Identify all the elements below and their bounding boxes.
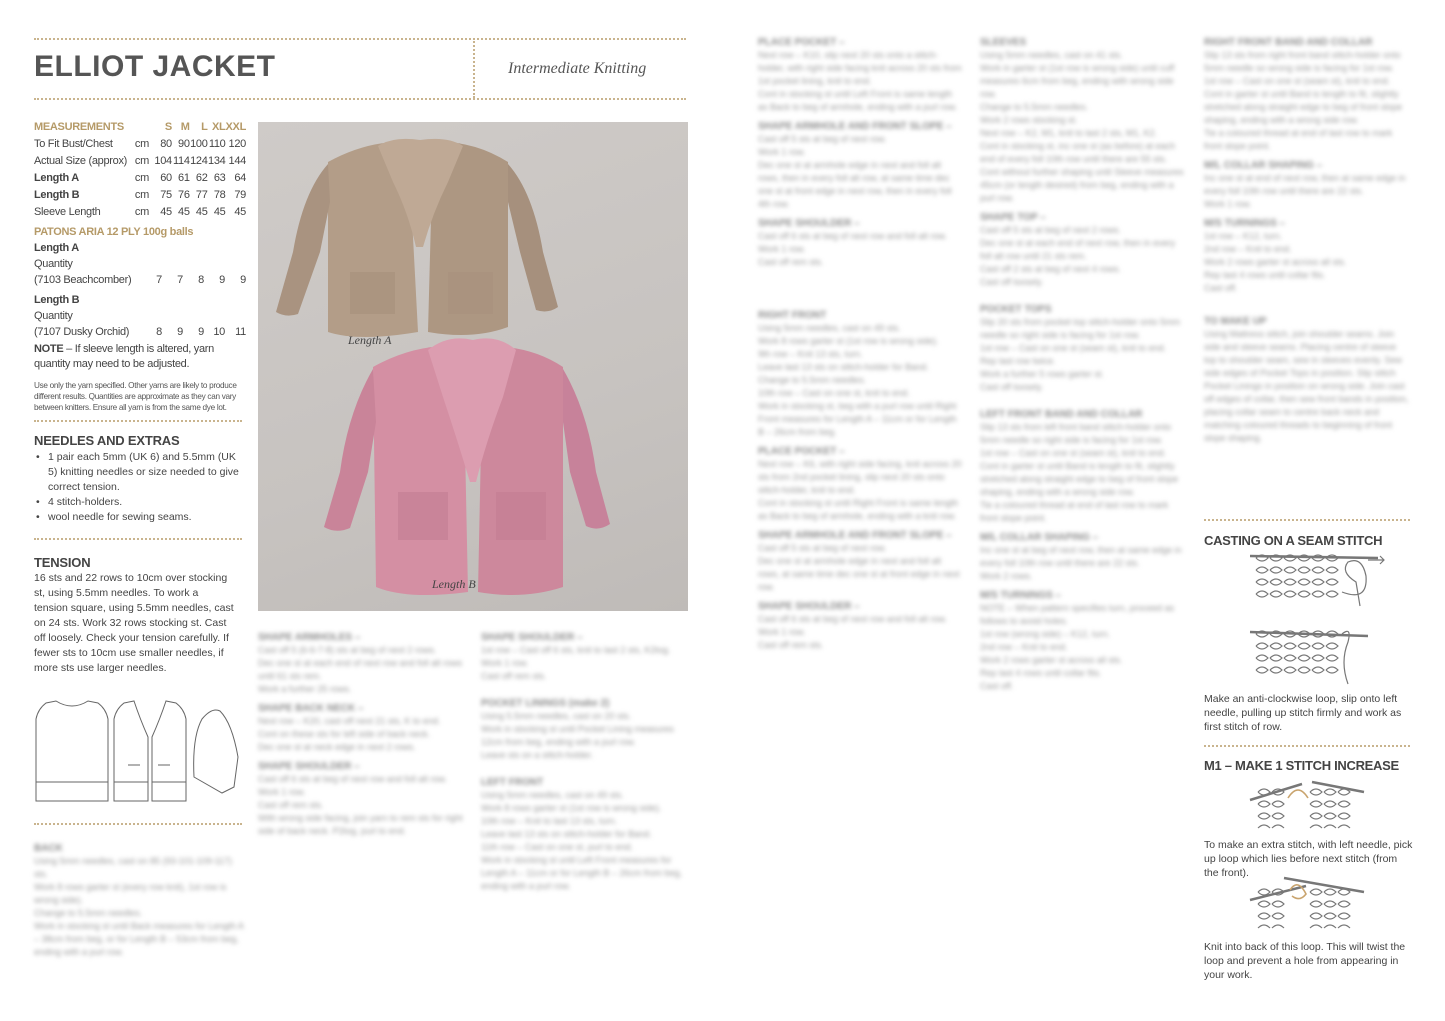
needles-heading: NEEDLES AND EXTRAS [34, 433, 180, 448]
blurred-text: Work 1 row. [481, 658, 529, 668]
measurement-row [34, 152, 246, 169]
loop-yarn [1342, 561, 1366, 606]
blurred-make-up-section [1204, 30, 1409, 510]
size-header: S [164, 120, 172, 133]
blurred-text: Rep last row twice. [980, 356, 1056, 366]
blurred-text: 11th row – Cast on one st, purl to end. [481, 842, 633, 852]
blurred-text: Cast off 6 sts at beg of next row and foll alt row. [758, 231, 947, 241]
measurement-value: 45 [213, 205, 226, 218]
blurred-text: Work a further 25 rows. [258, 684, 352, 694]
blurred-text: Cont on these sts for left side of back neck. [258, 729, 431, 739]
size-header: M [180, 120, 190, 133]
page-title: ELLIOT JACKET [34, 50, 276, 83]
blurred-text: Dec one st at armhole edge in next and foll alt rows, at same time dec one st at front edge in next row. [758, 556, 960, 592]
measurement-row [34, 135, 246, 152]
blurred-heading: SHAPE SHOULDER – [758, 218, 860, 229]
measurement-value: 45 [160, 205, 172, 218]
needles-list [34, 450, 249, 525]
blurred-heading: SHAPE SHOULDER – [258, 761, 360, 772]
blurred-shoulder-section [481, 625, 686, 893]
blurred-text: Work 2 rows garter st across all sts. [980, 655, 1123, 665]
blurred-text: Cast off loosely. [980, 382, 1044, 392]
blurred-text: 1st row – Cast on one st (seam st), knit to end. [980, 448, 1167, 458]
blurred-text: Next row – K2, M1, knit to last 2 sts, M1, K2. [980, 128, 1158, 138]
measurement-value: 63 [213, 171, 226, 184]
measurement-value: 114 [173, 154, 190, 167]
blurred-heading: M/L COLLAR SHAPING – [1204, 160, 1323, 171]
measurement-value: 144 [228, 154, 246, 167]
measurement-row [34, 203, 246, 220]
measurement-value: 62 [195, 171, 208, 184]
beige-jacket [276, 139, 558, 337]
blurred-text: Rep last 4 rows until collar fits. [980, 668, 1102, 678]
blurred-text: Next row – K20, cast off next 21 sts, K to end. [258, 716, 441, 726]
pink-jacket [324, 338, 610, 595]
blurred-text: Next row – K6, with right side facing, knit across 20 sts from 2nd pocket lining, slip next 20 sts onto stitch-holder, knit to end. [758, 459, 962, 495]
blurred-heading: SHAPE ARMHOLE AND FRONT SLOPE – [758, 121, 952, 132]
blurred-text: Dec one st at neck edge in next 2 rows. [258, 742, 416, 752]
measurement-value: 79 [234, 188, 246, 201]
needles-item: • 4 stitch-holders. [34, 495, 249, 510]
blurred-text: Work in garter st (1st row is wrong side) until cuff measures 6cm from beg, ending with wrong side row. [980, 63, 1175, 99]
yarn-qty-value: 9 [219, 274, 225, 286]
section-rule [34, 420, 242, 422]
blurred-heading: M/S TURNINGS – [980, 590, 1062, 601]
measurement-value: 120 [228, 137, 246, 150]
blurred-text: Cast off. [980, 681, 1014, 691]
measurement-value: 77 [195, 188, 208, 201]
blurred-text: 1st row – Cast on one st (seam st), knit to end. [1204, 76, 1391, 86]
blurred-heading: PLACE POCKET – [758, 37, 845, 48]
blurred-text: Cont in garter st until Band is length to fit, slightly stretched along straight edge to beg of front slope shaping, ending with a wrong side row. [1204, 89, 1403, 125]
blurred-text: Work 2 rows garter st across all sts. [1204, 257, 1347, 267]
yarn-qty-row [34, 272, 246, 288]
blurred-text: Cast off rem sts. [758, 640, 824, 650]
blurred-heading: POCKET TOPS [980, 304, 1052, 315]
jacket-illustration [258, 122, 688, 611]
back-piece [36, 701, 108, 801]
blurred-text: Work 1 row. [758, 627, 806, 637]
measurement-unit: cm [134, 171, 149, 184]
blurred-text: With wrong side facing, join yarn to rem sts for right side of back neck. P2tog, purl to end. [258, 813, 463, 836]
blurred-heading: POCKET LININGS (make 2) [481, 698, 610, 709]
blurred-heading: LEFT FRONT [481, 777, 544, 788]
measurement-value: 100 [190, 137, 208, 150]
jacket-photo [258, 122, 688, 611]
blurred-text: 10th row – Knit to last 13 sts, turn. [481, 816, 618, 826]
blurred-text: Work in stocking st until Pocket Lining measures 12cm from beg, ending with a purl row. [481, 724, 674, 747]
section-rule [1204, 745, 1410, 747]
blurred-text: Slip 13 sts from right front band stitch-holder onto 5mm needle so wrong side is facing for 1st row. [1204, 50, 1401, 73]
section-rule [34, 823, 242, 825]
header-rule-bottom [34, 98, 686, 100]
measurement-value: 61 [178, 171, 190, 184]
blurred-text: Tie a coloured thread at end of last row to mark front slope point. [980, 500, 1169, 523]
blurred-text: 10th row – Cast on one st, knit to end. [758, 388, 910, 398]
blurred-text: Using 5mm needles, cast on 49 sts. [758, 323, 901, 333]
blurred-heading: SLEEVES [980, 37, 1027, 48]
yarn-qty-value: 9 [177, 326, 183, 338]
knit-stitches-top [1256, 555, 1338, 597]
yarn-qty-value: 10 [213, 326, 225, 338]
measurement-label: Length A [34, 171, 79, 184]
yarn-colour: (7107 Dusky Orchid) [34, 326, 130, 338]
blurred-text: Work 1 row. [758, 244, 806, 254]
casting-diagram [1248, 552, 1393, 688]
blurred-armhole-section [258, 625, 468, 838]
quantity-label: Quantity [34, 258, 73, 270]
blurred-text: Work in stocking st, beg with a purl row until Right Front measures for Length A – 11cm or for Length B – 26cm from beg. [758, 401, 957, 437]
blurred-text: Work in stocking st until Back measures for Length A – 38cm from beg, or for Length B – 53cm from beg, ending with a purl row. [34, 921, 244, 957]
measurements-table [34, 118, 246, 220]
blurred-heading: M/L COLLAR SHAPING – [980, 532, 1099, 543]
blurred-heading: RIGHT FRONT BAND AND COLLAR [1204, 37, 1373, 48]
blurred-text: NOTE – When pattern specifies turn, proceed as follows to avoid holes. [980, 603, 1175, 626]
measurement-value: 90 [178, 137, 190, 150]
blurred-text: Using 5mm needles, cast on 41 sts. [980, 50, 1123, 60]
yarn-requirements [34, 224, 246, 413]
measurement-label: To Fit Bust/Chest [34, 137, 113, 150]
blurred-heading: SHAPE ARMHOLE AND FRONT SLOPE – [758, 530, 952, 541]
quantity-label: Quantity [34, 310, 73, 322]
blurred-text: Cast off rem sts. [481, 671, 547, 681]
blurred-text: Cont in stocking st, inc one st (as before) at each end of every foll 10th row until there are 55 sts. [980, 141, 1176, 164]
blurred-heading: LEFT FRONT BAND AND COLLAR [980, 409, 1143, 420]
tension-heading: TENSION [34, 555, 91, 570]
blurred-text: 1st row (wrong side) – K12, turn. [980, 629, 1111, 639]
blurred-heading: SHAPE SHOULDER – [481, 632, 583, 643]
blurred-text: 2nd row – Knit to end. [980, 642, 1068, 652]
measurement-row [34, 169, 246, 186]
measurement-value: 45 [178, 205, 190, 218]
blurred-text: 9th row – Knit 13 sts, turn. [758, 349, 863, 359]
yarn-qty-value: 9 [198, 326, 204, 338]
blurred-text: Cast off 6 sts at beg of next row and foll alt row. [258, 774, 447, 784]
blurred-text: Cont in garter st until Band is length to fit, slightly stretched along straight edge to beg of front slope shaping, ending with a wrong side row. [980, 461, 1179, 497]
measurement-value: 76 [178, 188, 190, 201]
measurement-unit: cm [134, 154, 149, 167]
yarn-colour: (7103 Beachcomber) [34, 274, 132, 286]
measurement-label: Sleeve Length [34, 205, 101, 218]
blurred-text: Slip 13 sts from left front band stitch-holder onto 5mm needle so right side is facing for 1st row. [980, 422, 1172, 445]
blurred-text: Using 5mm needles, cast on 49 sts. [481, 790, 624, 800]
measurement-value: 80 [160, 137, 172, 150]
measurement-unit: cm [134, 137, 149, 150]
yarn-small-print: Use only the yarn specified. Other yarns are likely to produce different results. Quantities are approximate as they can vary between knitters. Ensure all yarn is from the same dye lot. [34, 381, 237, 412]
blurred-heading: BACK [34, 843, 63, 854]
blurred-text: Cast off 2 sts at beg of next 4 rows. [980, 264, 1121, 274]
yarn-qty-value: 11 [235, 326, 246, 338]
size-header: L [201, 120, 208, 133]
yarn-qty-row [34, 324, 246, 340]
blurred-text: Work 8 rows garter st (1st row is wrong side). [758, 336, 939, 346]
m1-diagram-top [1248, 778, 1368, 834]
header-rule-top [34, 38, 686, 40]
blurred-text: Tie a coloured thread at end of last row to mark front slope point. [1204, 128, 1393, 151]
blurred-text: Change to 5.5mm needles. [758, 375, 867, 385]
measurement-value: 45 [195, 205, 208, 218]
blurred-heading: TO MAKE UP [1204, 316, 1267, 327]
measurement-value: 110 [208, 137, 226, 150]
blurred-text: Leave sts on a stitch-holder. [481, 750, 594, 760]
difficulty-label: Intermediate Knitting [508, 60, 647, 77]
blurred-text: Work in stocking st until Left Front measures for Length A – 11cm or for Length B – 26cm from beg, ending with a purl row. [481, 855, 682, 891]
caption-length-b: Length B [432, 577, 476, 591]
blurred-text: 2nd row – Knit to end. [1204, 244, 1292, 254]
blurred-text: Work 1 row. [758, 147, 806, 157]
measurement-value: 75 [160, 188, 172, 201]
blurred-text: Leave last 13 sts on stitch-holder for Band. [481, 829, 652, 839]
measurement-unit: cm [134, 205, 149, 218]
m1-text-1: To make an extra stitch, with left needle, pick up loop which lies before next stitch (from the front). [1204, 839, 1413, 879]
blurred-text: Dec one st at each end of next row and foll alt rows until 61 sts rem. [258, 658, 463, 681]
measurement-value: 45 [234, 205, 246, 218]
measurement-value: 60 [160, 171, 172, 184]
blurred-text: Cont in stocking st until Right Front is same length as Back to beg of armhole, ending with a knit row. [758, 498, 959, 521]
yarn-qty-value: 8 [198, 274, 204, 286]
blurred-text: Cont without further shaping until Sleeve measures 45cm (or length desired) from beg, ending with a purl row. [980, 167, 1184, 203]
measurement-value: 64 [234, 171, 246, 184]
measurement-value: 104 [154, 154, 172, 167]
blurred-text: Work 1 row. [258, 787, 306, 797]
blurred-text: Cast off rem sts. [758, 257, 824, 267]
size-header: XL [211, 120, 226, 133]
caption-length-a: Length A [348, 333, 392, 347]
blurred-text: Inc one st at end of next row, then at same edge in every foll 10th row until there are 22 sts. [1204, 173, 1406, 196]
knit-stitches-bottom [1256, 631, 1338, 673]
blurred-text: Change to 5.5mm needles. [34, 908, 143, 918]
blurred-text: Dec one st at each end of next row, then in every foll alt row until 21 sts rem. [980, 238, 1176, 261]
blurred-text: Using Mattress stitch, join shoulder seams. Join side and sleeve seams. Placing centre of sleeve top to shoulder seam, sew in sleeves evenly. Sew side edges of Pocket Tops in position. Slip stitch Pocket Linings in position on wrong side. Join cast off edges of collar, then sew front bands in position, placing collar seam to centre back neck and matching coloured threads to beginning of front slope shaping. [1204, 329, 1409, 443]
measurements-heading: MEASUREMENTS [34, 120, 124, 133]
blurred-text: Using 5mm needles, cast on 85 (93-101-109-117) sts. [34, 856, 232, 879]
blurred-text: Next row – K10, slip next 20 sts onto a stitch-holder, with right side facing knit across 20 sts from 1st pocket lining, knit to end. [758, 50, 962, 86]
measurement-unit: cm [134, 188, 149, 201]
length-a-label: Length A [34, 242, 79, 254]
note-text: – If sleeve length is altered, yarn quantity may need to be adjusted. [34, 343, 214, 370]
length-b-label: Length B [34, 294, 80, 306]
blurred-text: Using 5.5mm needles, cast on 20 sts. [481, 711, 632, 721]
blurred-front-section [758, 30, 963, 980]
yarn-qty-value: 9 [240, 274, 246, 286]
blurred-heading: SHAPE ARMHOLES – [258, 632, 361, 643]
blurred-heading: SHAPE TOP – [980, 212, 1046, 223]
blurred-text: Work 2 rows stocking st. [980, 115, 1078, 125]
blurred-text: Cont in stocking st until Left Front is same length as Back to beg of armhole, ending with a purl row. [758, 89, 958, 112]
blurred-text: Slip 20 sts from pocket top stitch-holder onto 5mm needle so right side is facing for 1st row. [980, 317, 1181, 340]
blurred-heading: M/S TURNINGS – [1204, 218, 1286, 229]
measurement-row [34, 186, 246, 203]
blurred-text: 1st row – Cast off 6 sts, knit to last 2 sts, K2tog. [481, 645, 671, 655]
measurement-value: 78 [213, 188, 226, 201]
blurred-text: Dec one st at armhole edge in next and foll alt rows, then in every foll alt row, at same time dec one st at front edge in next row, then in every foll 4th row. [758, 160, 952, 209]
blurred-text: Cast off. [1204, 283, 1238, 293]
header-divider [473, 38, 475, 98]
measurement-label: Length B [34, 188, 80, 201]
blurred-text: Cast off loosely. [980, 277, 1044, 287]
blurred-text: 1st row – Cast on one st (seam st), knit to end. [980, 343, 1167, 353]
blurred-heading: PLACE POCKET – [758, 446, 845, 457]
blurred-text: Rep last 4 rows until collar fits. [1204, 270, 1326, 280]
blurred-heading: SHAPE BACK NECK – [258, 703, 364, 714]
blurred-text: Work 1 row. [1204, 199, 1252, 209]
blurred-text: Cast off 5 sts at beg of next row. [758, 543, 887, 553]
m1-text-2: Knit into back of this loop. This will twist the loop and prevent a hole from appearing in your work. [1204, 941, 1406, 981]
blurred-text: Work 8 rows garter st (every row knit), 1st row is wrong side). [34, 882, 227, 905]
yarn-heading: PATONS ARIA 12 PLY 100g balls [34, 226, 194, 238]
yarn-qty-value: 7 [177, 274, 183, 286]
size-header: XXL [225, 120, 246, 133]
blurred-heading: RIGHT FRONT [758, 310, 827, 321]
blurred-heading: SHAPE SHOULDER – [758, 601, 860, 612]
measurement-label: Actual Size (approx) [34, 154, 128, 167]
measurement-value: 134 [208, 154, 226, 167]
needles-item: • wool needle for sewing seams. [34, 510, 249, 525]
blurred-text: Cast off 5 (6-6-7-8) sts at beg of next 2 rows. [258, 645, 437, 655]
sleeve-piece [194, 710, 238, 793]
blurred-text: Cast off 5 sts at beg of next row. [758, 134, 887, 144]
blurred-text: Change to 5.5mm needles. [980, 102, 1089, 112]
needles-item: • 1 pair each 5mm (UK 6) and 5.5mm (UK 5) knitting needles or size needed to give correct tension. [34, 450, 249, 495]
yarn-qty-value: 8 [156, 326, 162, 338]
blurred-text: Cast off rem sts. [258, 800, 324, 810]
tension-text: 16 sts and 22 rows to 10cm over stocking st, using 5.5mm needles. To work a tension square, using 5.5mm needles, cast on 24 sts. Work 32 rows stocking st. Cast off loosely. Check your tension carefully. If fewer sts to 10cm use smaller needles, if more sts use larger needles. [34, 572, 234, 674]
measurement-value: 124 [190, 154, 208, 167]
needle-top [1250, 556, 1378, 558]
yarn-note [34, 342, 246, 372]
blurred-text: Cast off 6 sts at beg of next row and foll alt row. [758, 614, 947, 624]
blurred-text: 1st row – K12, turn. [1204, 231, 1283, 241]
blurred-text: Work a further 5 rows garter st. [980, 369, 1104, 379]
m1-heading: M1 – MAKE 1 STITCH INCREASE [1204, 758, 1399, 773]
section-rule [1204, 519, 1410, 521]
blurred-text: Work 2 rows. [980, 571, 1033, 581]
yarn-qty-value: 7 [156, 274, 162, 286]
front-piece-right [152, 701, 186, 801]
front-piece [114, 701, 148, 801]
blurred-sleeves-section [980, 30, 1185, 980]
blurred-text: Cast off 5 sts at beg of next 2 rows. [980, 225, 1121, 235]
note-label: NOTE [34, 343, 64, 355]
section-rule [34, 538, 242, 540]
casting-text: Make an anti-clockwise loop, slip onto left needle, pulling up stitch firmly and work as first stitch of row. [1204, 693, 1402, 733]
m1-diagram-bottom [1248, 876, 1368, 934]
blurred-back-section [34, 836, 244, 959]
blurred-text: Leave last 13 sts on stitch-holder for Band. [758, 362, 929, 372]
blurred-text: Work 8 rows garter st (1st row is wrong side). [481, 803, 662, 813]
blurred-text: Inc one st at beg of next row, then at same edge in every foll 10th row until there are 22 sts. [980, 545, 1182, 568]
schematic-diagram [34, 697, 244, 803]
casting-heading: CASTING ON A SEAM STITCH [1204, 533, 1383, 548]
